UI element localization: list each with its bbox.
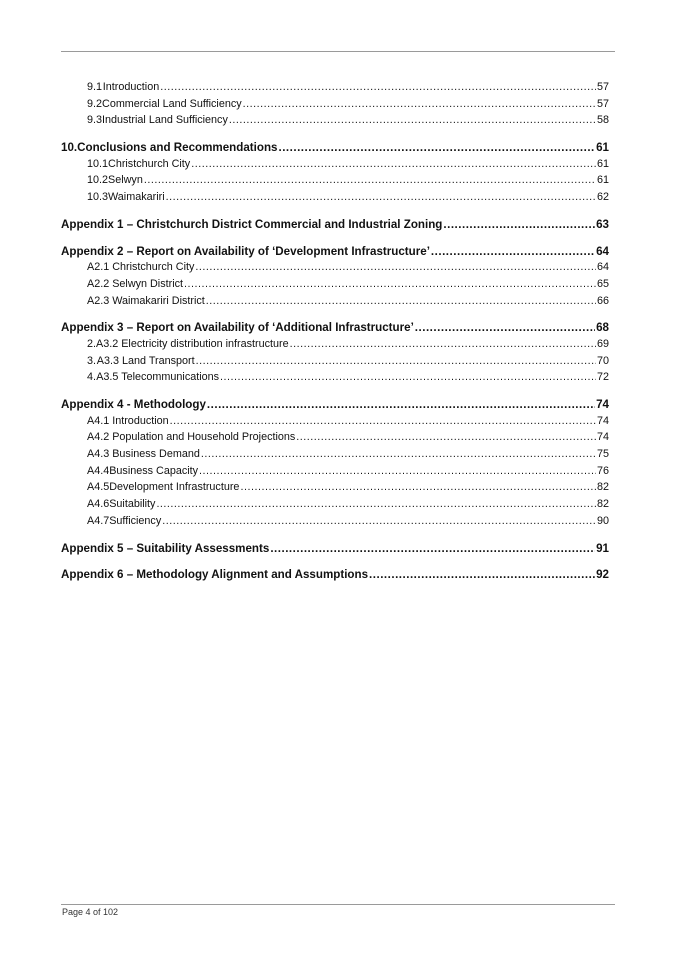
toc-leader-dots bbox=[207, 398, 595, 411]
toc-entry-page: 61 bbox=[596, 157, 609, 170]
toc-entry[interactable] bbox=[61, 448, 609, 465]
toc-leader-dots bbox=[278, 141, 595, 154]
toc-entry-title: A3.5 Telecommunications bbox=[96, 371, 220, 384]
toc-entry-page: 66 bbox=[596, 294, 609, 307]
toc-entry-page: 64 bbox=[596, 261, 609, 274]
toc-leader-dots bbox=[195, 261, 596, 273]
toc-entry-title: Christchurch City bbox=[108, 157, 191, 170]
toc-entry-title: Development Infrastructure bbox=[109, 481, 240, 494]
toc-entry-page: 63 bbox=[596, 217, 609, 231]
toc-leader-dots bbox=[206, 295, 596, 307]
toc-entry[interactable] bbox=[61, 114, 609, 131]
toc-leader-dots bbox=[220, 371, 596, 383]
toc-entry-page: 92 bbox=[596, 568, 609, 582]
toc-entry-number: 10.1 bbox=[87, 157, 109, 170]
toc-entry-page: 91 bbox=[596, 541, 609, 555]
toc-entry-page: 61 bbox=[596, 174, 609, 187]
toc-entry[interactable] bbox=[61, 415, 609, 432]
toc-leader-dots bbox=[156, 498, 596, 510]
toc-entry-page: 70 bbox=[596, 354, 609, 367]
toc-entry[interactable] bbox=[61, 481, 609, 498]
toc-entry[interactable] bbox=[61, 261, 609, 278]
toc-entry-page: 57 bbox=[596, 81, 609, 93]
toc-entry[interactable] bbox=[61, 158, 609, 175]
toc-entry-page: 75 bbox=[596, 448, 609, 461]
toc-entry-title: A4.1 Introduction bbox=[87, 414, 169, 427]
toc-leader-dots bbox=[196, 355, 596, 367]
toc-entry-page: 68 bbox=[596, 321, 609, 335]
toc-entry[interactable] bbox=[61, 191, 609, 208]
toc-entry-title: A2.3 Waimakariri District bbox=[87, 294, 205, 307]
toc-entry-title: A2.2 Selwyn District bbox=[87, 277, 184, 290]
toc-entry-title: A4.3 Business Demand bbox=[87, 448, 200, 461]
toc-entry-page: 82 bbox=[596, 498, 609, 511]
toc-entry-title: Suitability bbox=[109, 498, 156, 511]
header-rule bbox=[61, 51, 615, 52]
toc-entry-title: Commercial Land Sufficiency bbox=[102, 97, 242, 110]
toc-section-entry[interactable] bbox=[61, 245, 609, 262]
toc-entry[interactable] bbox=[61, 515, 609, 532]
toc-entry[interactable] bbox=[61, 371, 609, 388]
toc-entry-page: 74 bbox=[596, 414, 609, 427]
toc-entry-title: Sufficiency bbox=[109, 514, 162, 527]
toc-entry[interactable] bbox=[61, 431, 609, 448]
toc-entry-page: 74 bbox=[596, 398, 609, 411]
toc-entry-title: A3.3 Land Transport bbox=[96, 354, 195, 367]
toc-leader-dots bbox=[166, 191, 596, 203]
toc-entry-title: Industrial Land Sufficiency bbox=[102, 114, 228, 127]
toc-section-entry[interactable] bbox=[61, 141, 609, 158]
toc-leader-dots bbox=[144, 174, 596, 186]
toc-entry-page: 57 bbox=[596, 97, 609, 110]
toc-entry-title: Waimakariri bbox=[108, 191, 165, 204]
toc-leader-dots bbox=[290, 338, 596, 350]
toc-entry-title: Appendix 2 – Report on Availability of ‘Development Infrastructure’ bbox=[61, 244, 430, 258]
toc-leader-dots bbox=[431, 245, 595, 258]
footer-rule bbox=[61, 904, 615, 905]
toc-leader-dots bbox=[369, 568, 595, 581]
toc-entry[interactable] bbox=[61, 98, 609, 115]
toc-entry-number: 9.1 bbox=[87, 81, 103, 93]
toc-entry-number: 3. bbox=[87, 354, 97, 367]
toc-entry[interactable] bbox=[61, 338, 609, 355]
toc-entry-number: 10.2 bbox=[87, 174, 109, 187]
toc-entry-number: A4.7 bbox=[87, 514, 110, 527]
toc-entry-page: 90 bbox=[596, 514, 609, 527]
toc-leader-dots bbox=[199, 465, 596, 477]
page-number-footer: Page 4 of 102 bbox=[62, 907, 119, 917]
toc-leader-dots bbox=[162, 515, 596, 527]
toc-entry[interactable] bbox=[61, 278, 609, 295]
toc-section-entry[interactable] bbox=[61, 568, 609, 585]
toc-leader-dots bbox=[201, 448, 596, 460]
toc-leader-dots bbox=[229, 114, 596, 126]
toc-entry-title: Business Capacity bbox=[109, 464, 199, 477]
toc-entry-number: 4. bbox=[87, 371, 97, 384]
toc-entry-page: 61 bbox=[596, 141, 609, 155]
toc-section-entry[interactable] bbox=[61, 321, 609, 338]
toc-entry-title: A4.2 Population and Household Projections bbox=[87, 431, 296, 444]
toc-entry-title: A3.2 Electricity distribution infrastructure bbox=[96, 337, 289, 350]
toc-entry-page: 76 bbox=[596, 464, 609, 477]
toc-entry-number: 2. bbox=[87, 337, 97, 350]
toc-entry-title: A2.1 Christchurch City bbox=[87, 261, 195, 274]
toc-entry-title: Appendix 4 - Methodology bbox=[61, 398, 206, 411]
toc-leader-dots bbox=[296, 431, 596, 443]
toc-leader-dots bbox=[415, 321, 595, 334]
toc-entry-title: Appendix 3 – Report on Availability of ‘Additional Infrastructure’ bbox=[61, 321, 414, 335]
toc-leader-dots bbox=[191, 158, 596, 170]
toc-leader-dots bbox=[270, 542, 595, 555]
toc-entry-title: Introduction bbox=[102, 81, 160, 93]
toc-entry-number: 9.3 bbox=[87, 114, 103, 127]
toc-entry-page: 82 bbox=[596, 481, 609, 494]
toc-leader-dots bbox=[170, 415, 596, 427]
toc-entry[interactable] bbox=[61, 81, 609, 98]
toc-entry-title: Conclusions and Recommendations bbox=[77, 141, 278, 155]
toc-entry-page: 72 bbox=[596, 371, 609, 384]
toc-entry-title: Appendix 6 – Methodology Alignment and Assumptions bbox=[61, 568, 369, 582]
toc-entry-page: 62 bbox=[596, 191, 609, 204]
toc-entry-page: 65 bbox=[596, 277, 609, 290]
toc-leader-dots bbox=[243, 98, 596, 110]
toc-section-entry[interactable] bbox=[61, 398, 609, 415]
toc-entry-title: Appendix 5 – Suitability Assessments bbox=[61, 541, 270, 555]
toc-entry[interactable] bbox=[61, 498, 609, 515]
toc-entry[interactable] bbox=[61, 465, 609, 482]
toc-leader-dots bbox=[443, 218, 595, 231]
toc-entry-page: 58 bbox=[596, 114, 609, 127]
toc-entry-number: 9.2 bbox=[87, 97, 103, 110]
toc-entry-number: 10. bbox=[61, 141, 78, 155]
toc-entry[interactable] bbox=[61, 174, 609, 191]
toc-entry-number: 10.3 bbox=[87, 191, 109, 204]
toc-entry-page: 64 bbox=[596, 244, 609, 258]
toc-entry-title: Selwyn bbox=[108, 174, 143, 187]
toc-entry-number: A4.6 bbox=[87, 498, 110, 511]
toc-entry[interactable] bbox=[61, 355, 609, 372]
table-of-contents bbox=[61, 81, 609, 585]
toc-entry-page: 69 bbox=[596, 337, 609, 350]
toc-entry-page: 74 bbox=[596, 431, 609, 444]
toc-entry[interactable] bbox=[61, 295, 609, 312]
toc-entry-number: A4.4 bbox=[87, 464, 110, 477]
toc-section-entry[interactable] bbox=[61, 218, 609, 235]
toc-leader-dots bbox=[184, 278, 596, 290]
toc-section-entry[interactable] bbox=[61, 542, 609, 559]
toc-entry-number: A4.5 bbox=[87, 481, 110, 494]
toc-entry-title: Appendix 1 – Christchurch District Commercial and Industrial Zoning bbox=[61, 217, 443, 231]
toc-leader-dots bbox=[160, 81, 596, 93]
toc-leader-dots bbox=[240, 481, 596, 493]
